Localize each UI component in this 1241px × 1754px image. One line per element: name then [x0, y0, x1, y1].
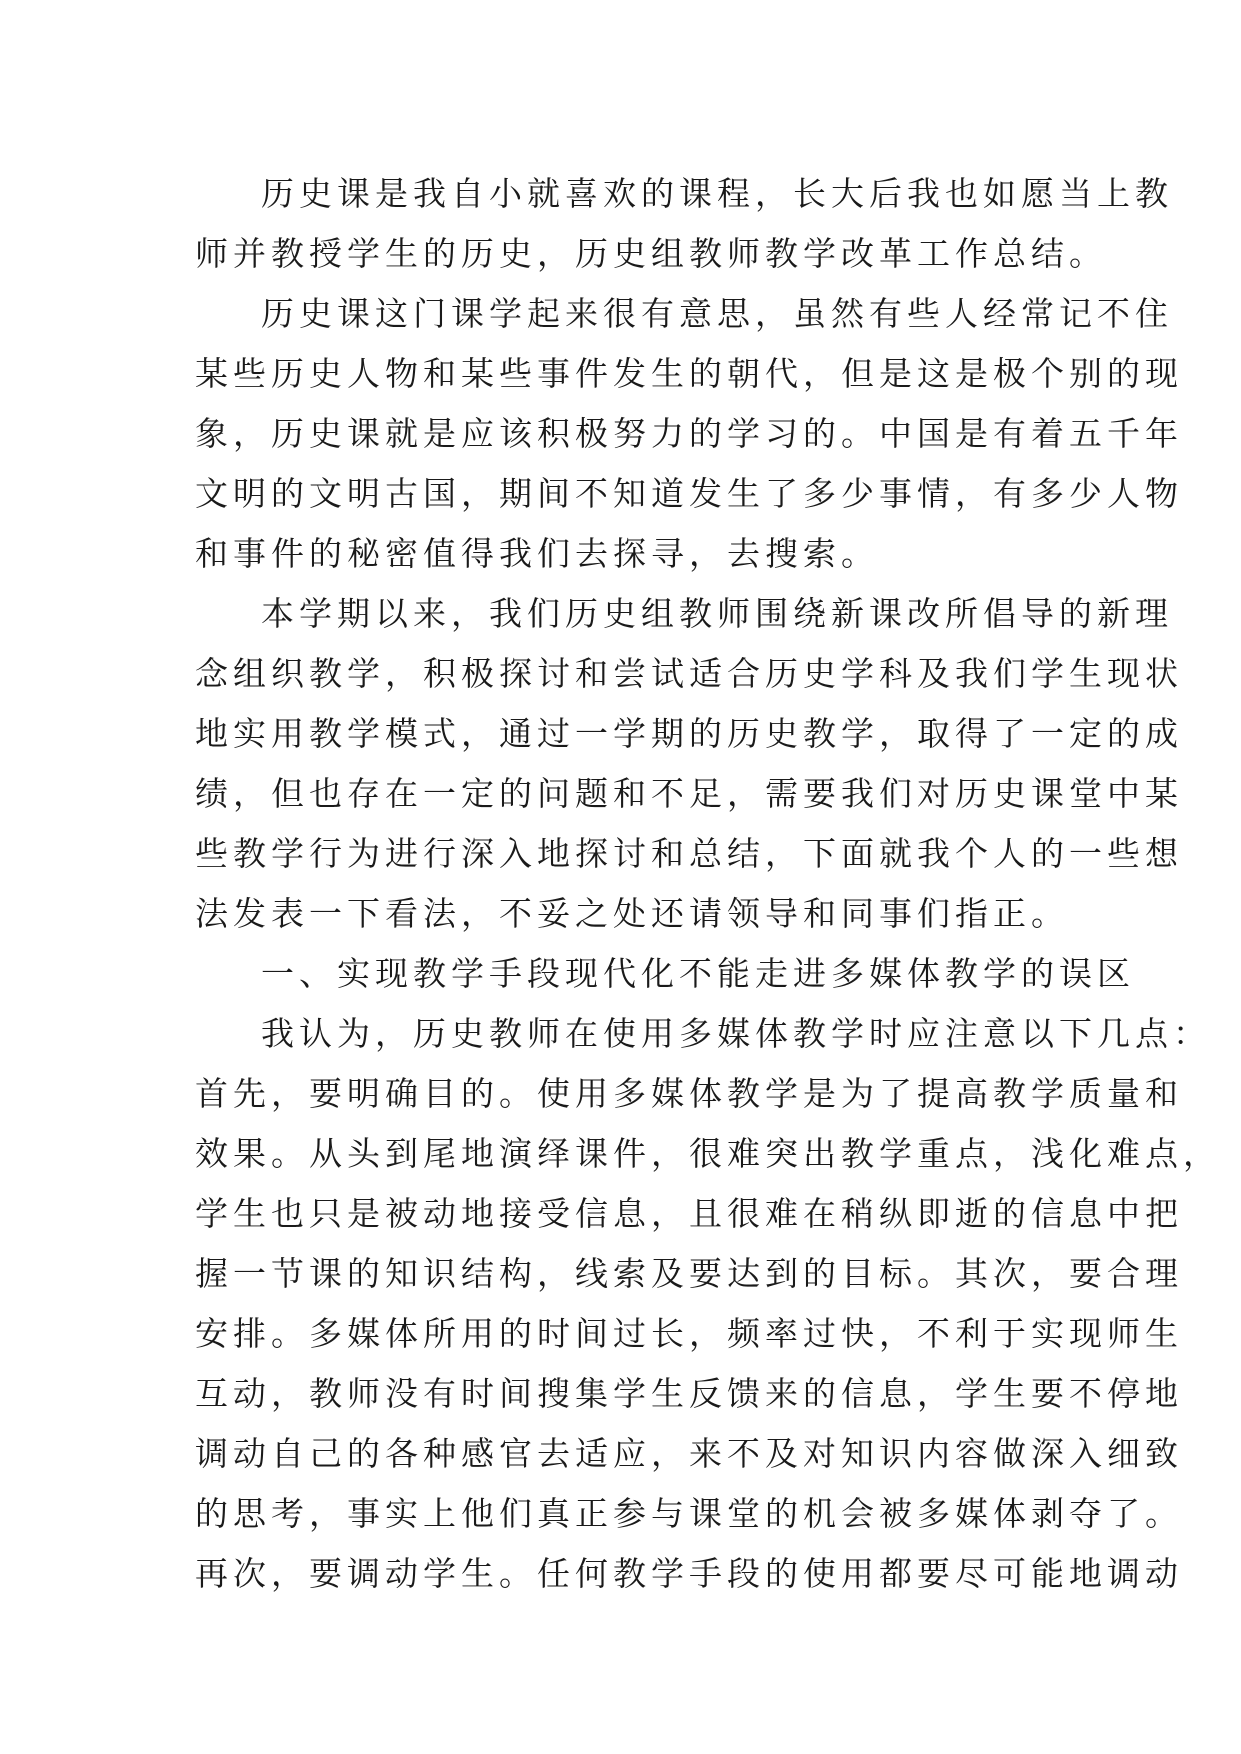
text-line: 象，历史课就是应该积极努力的学习的。中国是有着五千年 [195, 414, 1183, 453]
text-line: 握一节课的知识结构，线索及要达到的目标。其次，要合理 [195, 1254, 1183, 1293]
text-line: 的思考，事实上他们真正参与课堂的机会被多媒体剥夺了。 [195, 1494, 1183, 1533]
text-line: 师并教授学生的历史，历史组教师教学改革工作总结。 [195, 234, 1107, 273]
text-line: 某些历史人物和某些事件发生的朝代，但是这是极个别的现 [195, 354, 1183, 393]
text-line: 安排。多媒体所用的时间过长，频率过快，不利于实现师生 [195, 1314, 1183, 1353]
text-line: 调动自己的各种感官去适应，来不及对知识内容做深入细致 [195, 1434, 1183, 1473]
text-line: 学生也只是被动地接受信息，且很难在稍纵即逝的信息中把 [195, 1194, 1183, 1233]
text-line: 互动，教师没有时间搜集学生反馈来的信息，学生要不停地 [195, 1374, 1183, 1413]
text-line: 效果。从头到尾地演绎课件，很难突出教学重点，浅化难点， [195, 1134, 1221, 1173]
text-line: 和事件的秘密值得我们去探寻，去搜索。 [195, 534, 879, 573]
text-line: 绩，但也存在一定的问题和不足，需要我们对历史课堂中某 [195, 774, 1183, 813]
text-line: 本学期以来，我们历史组教师围绕新课改所倡导的新理 [261, 594, 1173, 633]
text-line: 首先，要明确目的。使用多媒体教学是为了提高教学质量和 [195, 1074, 1183, 1113]
text-line: 历史课这门课学起来很有意思，虽然有些人经常记不住 [261, 294, 1173, 333]
text-line: 些教学行为进行深入地探讨和总结，下面就我个人的一些想 [195, 834, 1183, 873]
text-line: 念组织教学，积极探讨和尝试适合历史学科及我们学生现状 [195, 654, 1183, 693]
text-line: 我认为，历史教师在使用多媒体教学时应注意以下几点： [261, 1014, 1211, 1053]
text-line: 地实用教学模式，通过一学期的历史教学，取得了一定的成 [195, 714, 1183, 753]
document-body [195, 164, 1221, 1604]
text-line: 文明的文明古国，期间不知道发生了多少事情，有多少人物 [195, 474, 1183, 513]
text-line: 历史课是我自小就喜欢的课程，长大后我也如愿当上教 [261, 174, 1173, 213]
text-line: 一、实现教学手段现代化不能走进多媒体教学的误区 [261, 954, 1135, 993]
text-line: 法发表一下看法，不妥之处还请领导和同事们指正。 [195, 894, 1069, 933]
text-line: 再次，要调动学生。任何教学手段的使用都要尽可能地调动 [195, 1554, 1183, 1593]
